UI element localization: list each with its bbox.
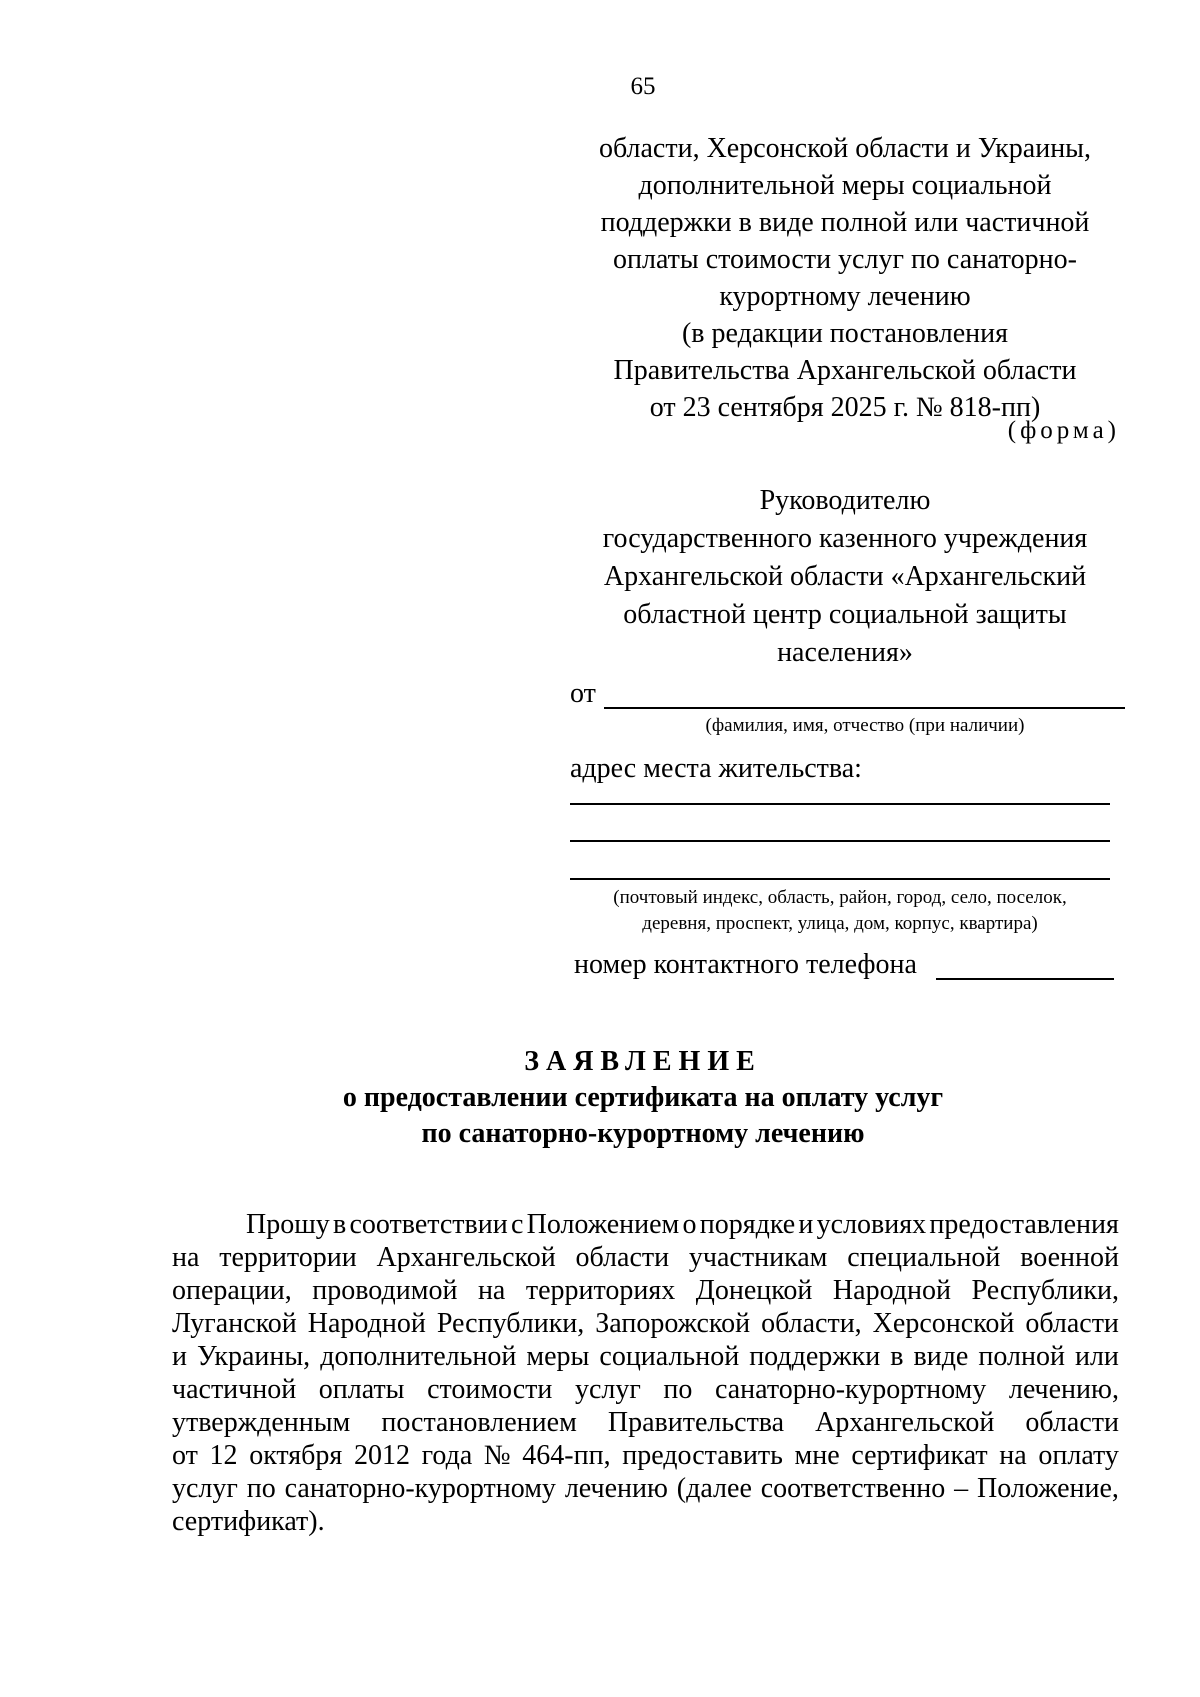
header-line: области, Херсонской области и Украины, <box>598 133 1091 164</box>
applicant-name-hint: (фамилия, имя, отчество (при наличии) <box>705 715 1025 736</box>
header-line: дополнительной меры социальной <box>638 170 1052 201</box>
header-line: курортному лечению <box>719 281 971 312</box>
applicant-name-field[interactable] <box>604 707 1125 709</box>
from-label: от <box>570 678 596 709</box>
body-line: сертификат). <box>172 1506 325 1537</box>
address-hint-line: деревня, проспект, улица, дом, корпус, квартира) <box>642 913 1038 934</box>
form-label: (форма) <box>1007 417 1120 444</box>
addressee-line: Руководителю <box>759 485 931 516</box>
phone-field[interactable] <box>936 978 1114 980</box>
body-line: Луганской Народной Республики, Запорожской области, Херсонской области <box>172 1308 1119 1339</box>
phone-label: номер контактного телефона <box>574 949 917 980</box>
body-line: частичной оплаты стоимости услуг по санаторно-курортному лечению, <box>172 1374 1119 1405</box>
document-header <box>565 130 1125 426</box>
statement-body <box>172 1208 1119 1538</box>
addressee-block <box>565 482 1125 672</box>
header-line: (в редакции постановления <box>681 318 1009 349</box>
body-line: услуг по санаторно-курортному лечению (далее соответственно – Положение, <box>172 1473 1119 1504</box>
header-line: оплаты стоимости услуг по санаторно- <box>613 244 1077 275</box>
address-field-line-2[interactable] <box>570 840 1110 842</box>
address-field-line-3[interactable] <box>570 878 1110 880</box>
address-hint-line: (почтовый индекс, область, район, город, село, поселок, <box>613 887 1067 908</box>
addressee-line: областной центр социальной защиты <box>623 599 1067 630</box>
body-line: утвержденным постановлением Правительства Архангельской области <box>172 1407 1119 1438</box>
applicant-name-row <box>570 677 1125 711</box>
body-line: Прошу в соответствии с Положением о порядке и условиях предоставления <box>246 1209 1119 1240</box>
addressee-line: Архангельской области «Архангельский <box>603 561 1087 592</box>
body-line: операции, проводимой на территориях Донецкой Народной Республики, <box>172 1275 1119 1306</box>
body-line: на территории Архангельской области участникам специальной военной <box>172 1242 1119 1273</box>
title-main: ЗАЯВЛЕНИЕ <box>524 1046 762 1077</box>
document-title <box>0 1044 1200 1152</box>
phone-row <box>574 948 1114 982</box>
title-subtitle-line: по санаторно-курортному лечению <box>421 1118 865 1149</box>
addressee-line: государственного казенного учреждения <box>602 523 1088 554</box>
body-line: от 12 октября 2012 года № 464-пп, предоставить мне сертификат на оплату <box>172 1440 1119 1471</box>
page-number: 65 <box>630 73 656 100</box>
address-hint <box>570 885 1110 937</box>
title-subtitle-line: о предоставлении сертификата на оплату услуг <box>342 1082 944 1113</box>
body-line: и Украины, дополнительной меры социальной поддержки в виде полной или <box>172 1341 1119 1372</box>
header-line: от 23 сентября 2025 г. № 818-пп) <box>649 392 1041 423</box>
header-line: поддержки в виде полной или частичной <box>600 207 1090 238</box>
addressee-line: населения» <box>777 637 913 668</box>
header-line: Правительства Архангельской области <box>613 355 1077 386</box>
address-field-line-1[interactable] <box>570 803 1110 805</box>
address-label: адрес места жительства: <box>570 753 862 784</box>
